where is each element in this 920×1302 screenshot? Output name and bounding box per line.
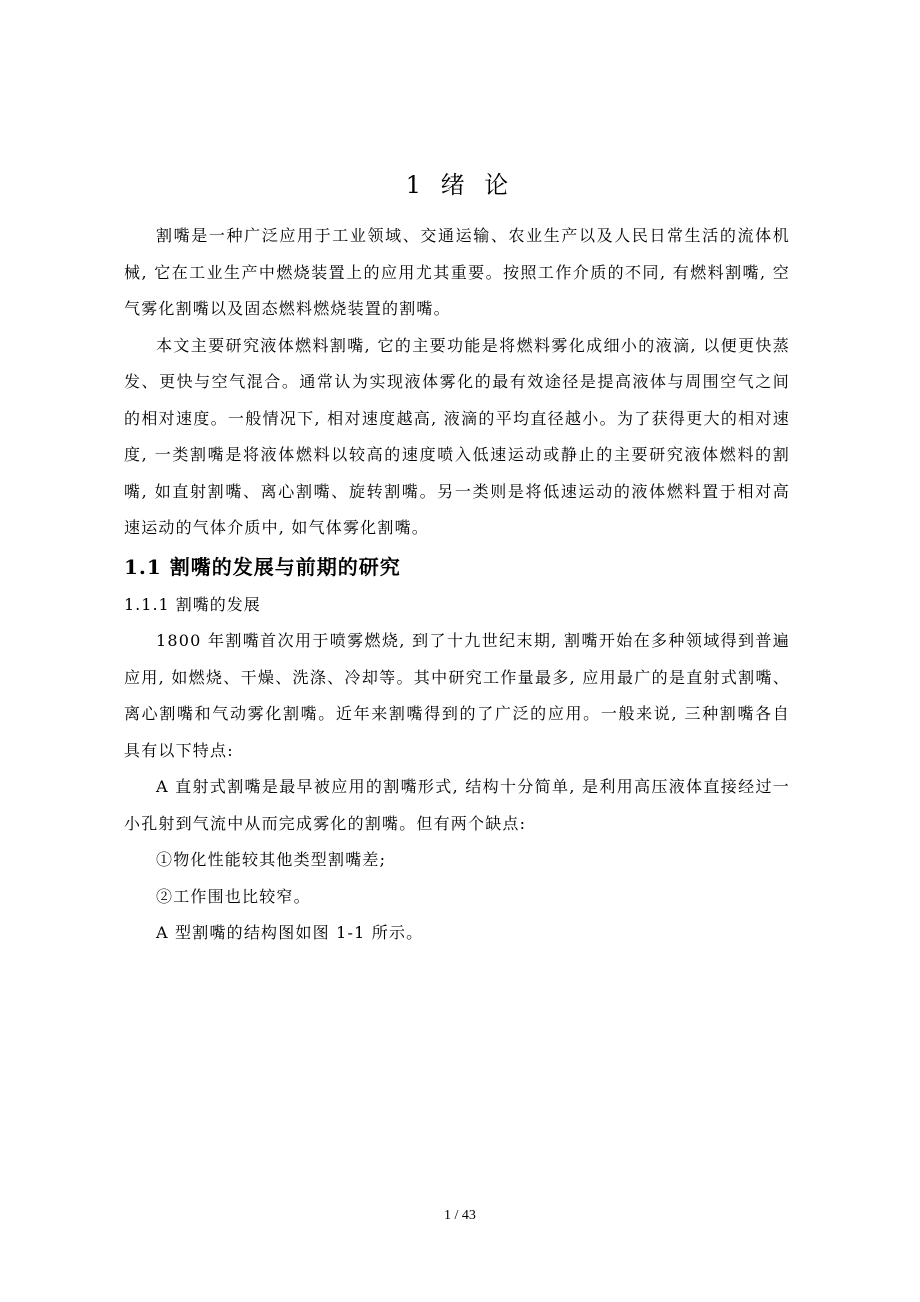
paragraph-intro-2: 本文主要研究液体燃料割嘴, 它的主要功能是将燃料雾化成细小的液滴, 以便更快蒸发、更快与空气混合。通常认为实现液体雾化的最有效途径是提高液体与周围空气之间的相对速度。一般情况下, 相对速度越高, 液滴的平均直径越小。为了获得更大的相对速度, 一类割嘴是将液体燃料以较高的速度喷入低速运动或静止的主要研究液体燃料的割嘴, 如直射割嘴、离心割嘴、旋转割嘴。另一类则是将低速运动的液体燃料置于相对高速运动的气体介质中, 如气体雾化割嘴。 (124, 335, 790, 537)
figure-reference: A 型割嘴的结构图如图 1-1 所示。 (156, 923, 424, 942)
list-item-2: ②工作围也比较窄。 (156, 886, 311, 906)
paragraph-body-2: A 直射式割嘴是最早被应用的割嘴形式, 结构十分简单, 是利用高压液体直接经过一小孔射到气流中从而完成雾化的割嘴。但有两个缺点: (124, 777, 790, 833)
chapter-title: 1 绪 论 (405, 171, 515, 199)
paragraph-intro-1: 割嘴是一种广泛应用于工业领域、交通运输、农业生产以及人民日常生活的流体机械, 它在工业生产中燃烧装置上的应用尤其重要。按照工作介质的不同, 有燃料割嘴, 空气雾化割嘴以及固态燃料燃烧装置的割嘴。 (124, 226, 790, 318)
page-number: 1 / 43 (444, 1208, 476, 1223)
subsection-heading: 1.1.1 割嘴的发展 (124, 594, 261, 614)
section-heading: 1.1 割嘴的发展与前期的研究 (124, 554, 401, 579)
body-text (124, 218, 790, 952)
list-item-1: ①物化性能较其他类型割嘴差; (156, 850, 387, 869)
paragraph-body-1: 1800 年割嘴首次用于喷雾燃烧, 到了十九世纪末期, 割嘴开始在多种领域得到普遍应用, 如燃烧、干燥、洗涤、冷却等。其中研究工作量最多, 应用最广的是直射式割嘴、离心割嘴和气动雾化割嘴。近年来割嘴得到的了广泛的应用。一般来说, 三种割嘴各自具有以下特点: (124, 631, 790, 760)
